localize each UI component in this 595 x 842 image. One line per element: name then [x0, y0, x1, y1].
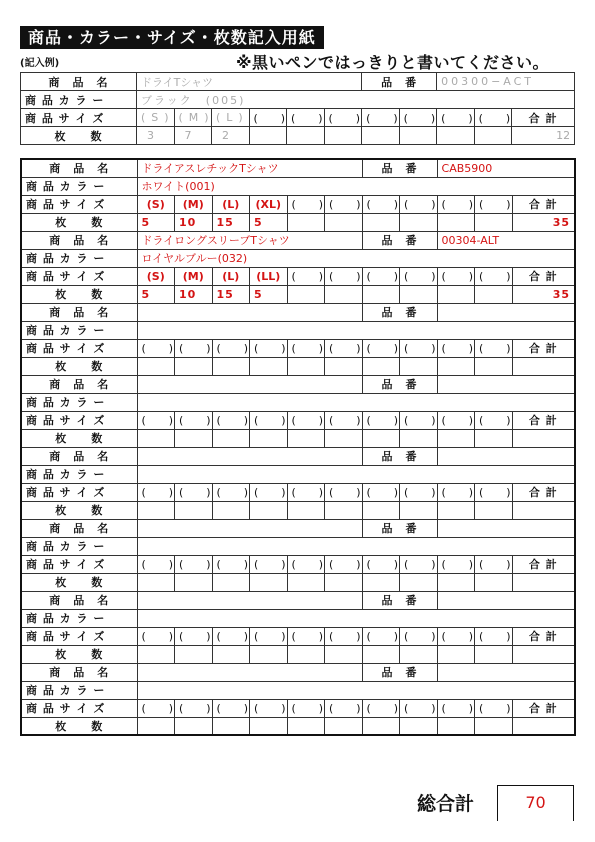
size-slot[interactable]: ( )	[362, 195, 400, 213]
size-slot[interactable]: ( )	[137, 483, 175, 501]
quantity-slot[interactable]	[287, 285, 325, 303]
quantity-slot[interactable]	[212, 573, 250, 591]
quantity-slot[interactable]	[325, 573, 363, 591]
product-size-label: 商 品 サ イ ズ	[21, 699, 137, 717]
size-slot[interactable]: ( )	[212, 627, 250, 645]
size-slot[interactable]: ( )	[475, 411, 513, 429]
quantity-slot[interactable]	[175, 357, 213, 375]
quantity-slot[interactable]: 5	[137, 285, 175, 303]
product-size-label: 商 品 サ イ ズ	[21, 109, 137, 127]
quantity-slot[interactable]	[362, 429, 400, 447]
product-color-field[interactable]	[137, 321, 575, 339]
size-slot[interactable]: (M)	[175, 267, 213, 285]
product-name-field[interactable]	[137, 519, 362, 537]
quantity-slot[interactable]	[362, 717, 400, 735]
total-field[interactable]	[512, 357, 575, 375]
size-slot[interactable]: ( )	[175, 339, 213, 357]
quantity-slot[interactable]	[250, 357, 288, 375]
product-color-label: 商 品 カ ラ ー	[21, 609, 137, 627]
product-color-label: 商 品 カ ラ ー	[21, 681, 137, 699]
size-slot[interactable]: ( )	[250, 699, 288, 717]
product-size-label: 商 品 サ イ ズ	[21, 195, 137, 213]
size-slot[interactable]: ( )	[175, 627, 213, 645]
product-name-field[interactable]	[137, 447, 362, 465]
product-size-label: 商 品 サ イ ズ	[21, 267, 137, 285]
product-number-label: 品 番	[362, 73, 437, 91]
size-slot[interactable]: ( )	[325, 699, 363, 717]
product-color-label: 商 品 カ ラ ー	[21, 393, 137, 411]
quantity-slot[interactable]	[250, 573, 288, 591]
size-slot[interactable]: ( )	[437, 555, 475, 573]
size-slot[interactable]: ( )	[250, 627, 288, 645]
size-slot[interactable]: ( )	[287, 339, 325, 357]
instruction-text: ※黒いペンではっきりと書いてください。	[236, 53, 550, 72]
product-name-field[interactable]	[137, 375, 362, 393]
total-label: 合 計	[512, 411, 575, 429]
size-slot[interactable]: ( )	[287, 483, 325, 501]
quantity-slot[interactable]	[475, 645, 513, 663]
total-label: 合 計	[512, 195, 575, 213]
quantity-slot[interactable]	[212, 429, 250, 447]
quantity-slot[interactable]	[362, 645, 400, 663]
quantity-slot[interactable]	[287, 429, 325, 447]
product-name-label: 商 品 名	[21, 375, 137, 393]
size-slot[interactable]: ( )	[325, 339, 363, 357]
size-slot[interactable]: ( )	[400, 267, 438, 285]
quantity-label: 枚 数	[21, 717, 137, 735]
product-number-label: 品 番	[362, 447, 437, 465]
size-slot[interactable]: ( )	[212, 339, 250, 357]
size-slot[interactable]: (S)	[137, 195, 175, 213]
total-label: 合 計	[512, 699, 575, 717]
size-slot[interactable]: ( )	[362, 109, 400, 127]
size-slot[interactable]: ( )	[437, 627, 475, 645]
quantity-slot[interactable]	[474, 127, 512, 145]
quantity-slot[interactable]	[212, 645, 250, 663]
quantity-slot[interactable]	[287, 645, 325, 663]
size-slot[interactable]: (M)	[174, 109, 212, 127]
product-number-field[interactable]	[437, 519, 575, 537]
quantity-slot[interactable]	[250, 645, 288, 663]
product-name-field[interactable]	[137, 663, 362, 681]
quantity-slot[interactable]: 3	[137, 127, 175, 145]
size-slot[interactable]: ( )	[475, 699, 513, 717]
quantity-slot[interactable]	[475, 501, 513, 519]
quantity-slot[interactable]	[475, 213, 513, 231]
quantity-slot[interactable]	[475, 429, 513, 447]
product-color-label: 商 品 カ ラ ー	[21, 321, 137, 339]
total-label: 合 計	[512, 339, 575, 357]
size-slot[interactable]: ( )	[475, 555, 513, 573]
size-slot[interactable]: ( )	[212, 699, 250, 717]
product-number-field[interactable]	[437, 663, 575, 681]
quantity-slot[interactable]	[325, 357, 363, 375]
size-slot[interactable]: ( )	[212, 555, 250, 573]
size-slot[interactable]: (M)	[175, 195, 213, 213]
product-color-label: 商 品 カ ラ ー	[21, 249, 137, 267]
size-slot[interactable]: ( )	[175, 411, 213, 429]
size-slot[interactable]: ( )	[212, 411, 250, 429]
quantity-slot[interactable]	[400, 573, 438, 591]
size-slot[interactable]: ( )	[287, 109, 325, 127]
size-slot[interactable]: ( )	[137, 411, 175, 429]
size-slot[interactable]: ( )	[362, 627, 400, 645]
product-color-field[interactable]: ブラック (005)	[137, 91, 575, 109]
product-number-field[interactable]	[437, 375, 575, 393]
total-field[interactable]	[512, 717, 575, 735]
quantity-slot[interactable]	[325, 213, 363, 231]
size-slot[interactable]: ( )	[325, 627, 363, 645]
quantity-slot[interactable]	[250, 429, 288, 447]
quantity-slot[interactable]	[475, 573, 513, 591]
quantity-slot[interactable]	[400, 501, 438, 519]
quantity-slot[interactable]	[475, 717, 513, 735]
quantity-slot[interactable]	[437, 573, 475, 591]
quantity-slot[interactable]	[400, 429, 438, 447]
size-slot[interactable]: (XL)	[250, 195, 288, 213]
size-slot[interactable]: ( )	[175, 483, 213, 501]
quantity-slot[interactable]	[175, 645, 213, 663]
quantity-slot[interactable]	[137, 573, 175, 591]
quantity-slot[interactable]	[250, 501, 288, 519]
product-color-field[interactable]	[137, 465, 575, 483]
size-slot[interactable]: ( )	[250, 339, 288, 357]
quantity-slot[interactable]	[325, 429, 363, 447]
size-slot[interactable]: ( )	[137, 555, 175, 573]
quantity-slot[interactable]	[287, 573, 325, 591]
total-label: 合 計	[512, 555, 575, 573]
size-slot[interactable]: ( )	[475, 267, 513, 285]
quantity-slot[interactable]	[362, 213, 400, 231]
total-field[interactable]: 35	[512, 285, 575, 303]
size-slot[interactable]: (S)	[137, 109, 175, 127]
size-slot[interactable]: ( )	[437, 109, 475, 127]
size-slot[interactable]: ( )	[325, 267, 363, 285]
quantity-slot[interactable]: 5	[250, 213, 288, 231]
quantity-slot[interactable]	[437, 127, 475, 145]
size-slot[interactable]: ( )	[325, 195, 363, 213]
product-name-label: 商 品 名	[21, 663, 137, 681]
product-number-field[interactable]	[437, 591, 575, 609]
size-slot[interactable]: ( )	[325, 555, 363, 573]
total-field[interactable]: 12	[512, 127, 575, 145]
product-name-label: 商 品 名	[21, 231, 137, 249]
size-slot[interactable]: ( )	[250, 555, 288, 573]
quantity-slot[interactable]	[437, 285, 475, 303]
size-slot[interactable]: ( )	[137, 627, 175, 645]
size-slot[interactable]: ( )	[362, 555, 400, 573]
quantity-slot[interactable]: 10	[175, 285, 213, 303]
product-number-field[interactable]	[437, 447, 575, 465]
quantity-slot[interactable]	[362, 501, 400, 519]
size-slot[interactable]: ( )	[362, 483, 400, 501]
quantity-label: 枚 数	[21, 573, 137, 591]
total-label: 合 計	[512, 627, 575, 645]
size-slot[interactable]: ( )	[287, 195, 325, 213]
size-slot[interactable]: ( )	[325, 411, 363, 429]
quantity-slot[interactable]	[325, 501, 363, 519]
product-number-label: 品 番	[362, 231, 437, 249]
form-title: 商品・カラー・サイズ・枚数記入用紙	[20, 26, 324, 49]
product-name-field[interactable]: ドライロングスリーブTシャツ	[137, 231, 362, 249]
size-slot[interactable]: ( )	[437, 195, 475, 213]
quantity-label: 枚 数	[21, 285, 137, 303]
quantity-slot[interactable]	[175, 717, 213, 735]
product-color-field[interactable]	[137, 537, 575, 555]
product-name-field[interactable]	[137, 591, 362, 609]
size-slot[interactable]: ( )	[287, 699, 325, 717]
size-slot[interactable]: ( )	[175, 555, 213, 573]
quantity-slot[interactable]	[475, 285, 513, 303]
size-slot[interactable]: ( )	[475, 339, 513, 357]
quantity-slot[interactable]	[287, 357, 325, 375]
order-table	[20, 158, 576, 736]
product-number-label: 品 番	[362, 519, 437, 537]
quantity-slot[interactable]	[362, 573, 400, 591]
quantity-label: 枚 数	[21, 127, 137, 145]
size-slot[interactable]: ( )	[250, 411, 288, 429]
product-size-label: 商 品 サ イ ズ	[21, 411, 137, 429]
size-slot[interactable]: ( )	[475, 483, 513, 501]
quantity-label: 枚 数	[21, 429, 137, 447]
quantity-slot[interactable]	[400, 285, 438, 303]
quantity-slot[interactable]	[437, 717, 475, 735]
size-slot[interactable]: ( )	[400, 195, 438, 213]
product-size-label: 商 品 サ イ ズ	[21, 555, 137, 573]
product-name-label: 商 品 名	[21, 159, 137, 177]
size-slot[interactable]: ( )	[362, 411, 400, 429]
example-table	[20, 72, 575, 145]
total-field[interactable]: 35	[512, 213, 575, 231]
size-slot[interactable]: (S)	[137, 267, 175, 285]
product-name-field[interactable]: ドライアスレチックTシャツ	[137, 159, 362, 177]
quantity-slot[interactable]	[175, 429, 213, 447]
quantity-label: 枚 数	[21, 357, 137, 375]
size-slot[interactable]: ( )	[475, 195, 513, 213]
total-label: 合 計	[512, 267, 575, 285]
size-slot[interactable]: ( )	[287, 555, 325, 573]
quantity-slot[interactable]	[212, 717, 250, 735]
product-name-label: 商 品 名	[21, 73, 137, 91]
quantity-slot[interactable]: 5	[137, 213, 175, 231]
product-name-label: 商 品 名	[21, 519, 137, 537]
quantity-slot[interactable]: 2	[212, 127, 250, 145]
total-field[interactable]	[512, 429, 575, 447]
size-slot[interactable]: ( )	[325, 483, 363, 501]
size-slot[interactable]: ( )	[474, 109, 512, 127]
quantity-slot[interactable]	[175, 573, 213, 591]
size-slot[interactable]: (L)	[212, 195, 250, 213]
quantity-slot[interactable]	[287, 127, 325, 145]
size-slot[interactable]: ( )	[437, 411, 475, 429]
quantity-slot[interactable]	[325, 285, 363, 303]
size-slot[interactable]: ( )	[400, 555, 438, 573]
size-slot[interactable]: ( )	[287, 627, 325, 645]
quantity-slot[interactable]	[437, 645, 475, 663]
product-number-label: 品 番	[362, 159, 437, 177]
quantity-slot[interactable]	[137, 357, 175, 375]
size-slot[interactable]: ( )	[437, 483, 475, 501]
quantity-slot[interactable]	[287, 213, 325, 231]
total-field[interactable]	[512, 501, 575, 519]
quantity-slot[interactable]: 5	[250, 285, 288, 303]
size-slot[interactable]: ( )	[287, 411, 325, 429]
size-slot[interactable]: ( )	[400, 411, 438, 429]
product-number-field[interactable]: 00304-ALT	[437, 231, 575, 249]
quantity-slot[interactable]	[437, 357, 475, 375]
product-number-label: 品 番	[362, 591, 437, 609]
size-slot[interactable]: ( )	[400, 339, 438, 357]
quantity-slot[interactable]	[212, 501, 250, 519]
quantity-slot[interactable]	[250, 717, 288, 735]
product-name-field[interactable]	[137, 303, 362, 321]
size-slot[interactable]: ( )	[250, 483, 288, 501]
quantity-slot[interactable]	[287, 501, 325, 519]
size-slot[interactable]: (L)	[212, 109, 250, 127]
quantity-slot[interactable]	[362, 357, 400, 375]
example-label: (記入例)	[20, 58, 60, 69]
quantity-slot[interactable]	[137, 429, 175, 447]
size-slot[interactable]: ( )	[437, 699, 475, 717]
product-number-label: 品 番	[362, 375, 437, 393]
size-slot[interactable]: ( )	[362, 267, 400, 285]
size-slot[interactable]: ( )	[362, 339, 400, 357]
quantity-slot[interactable]	[437, 213, 475, 231]
product-color-field[interactable]	[137, 609, 575, 627]
product-color-label: 商 品 カ ラ ー	[21, 91, 137, 109]
total-field[interactable]	[512, 573, 575, 591]
size-slot[interactable]: ( )	[475, 627, 513, 645]
product-color-field[interactable]	[137, 681, 575, 699]
size-slot[interactable]: ( )	[137, 339, 175, 357]
quantity-slot[interactable]	[325, 717, 363, 735]
total-label: 合 計	[512, 109, 575, 127]
product-name-field[interactable]: ドライTシャツ	[137, 73, 362, 91]
product-number-field[interactable]: 00300−ACT	[437, 73, 575, 91]
quantity-slot[interactable]: 15	[212, 213, 250, 231]
quantity-slot[interactable]	[362, 285, 400, 303]
quantity-slot[interactable]	[437, 429, 475, 447]
size-slot[interactable]: (L)	[212, 267, 250, 285]
product-color-field[interactable]: ロイヤルブルー(032)	[137, 249, 575, 267]
quantity-slot[interactable]	[249, 127, 287, 145]
quantity-slot[interactable]	[400, 357, 438, 375]
product-color-label: 商 品 カ ラ ー	[21, 465, 137, 483]
size-slot[interactable]: ( )	[212, 483, 250, 501]
quantity-slot[interactable]	[324, 127, 362, 145]
grand-total-label: 総合計	[417, 793, 475, 815]
quantity-slot[interactable]: 7	[174, 127, 212, 145]
quantity-slot[interactable]	[400, 717, 438, 735]
product-size-label: 商 品 サ イ ズ	[21, 627, 137, 645]
quantity-slot[interactable]	[212, 357, 250, 375]
product-color-field[interactable]	[137, 393, 575, 411]
quantity-slot[interactable]	[437, 501, 475, 519]
size-slot[interactable]: ( )	[400, 483, 438, 501]
size-slot[interactable]: ( )	[324, 109, 362, 127]
size-slot[interactable]: ( )	[362, 699, 400, 717]
quantity-slot[interactable]	[137, 717, 175, 735]
size-slot[interactable]: ( )	[399, 109, 437, 127]
size-slot[interactable]: ( )	[437, 339, 475, 357]
size-slot[interactable]: (LL)	[250, 267, 288, 285]
product-name-label: 商 品 名	[21, 591, 137, 609]
quantity-slot[interactable]	[400, 213, 438, 231]
product-name-label: 商 品 名	[21, 303, 137, 321]
product-number-label: 品 番	[362, 303, 437, 321]
quantity-slot[interactable]	[400, 645, 438, 663]
size-slot[interactable]: ( )	[287, 267, 325, 285]
product-color-label: 商 品 カ ラ ー	[21, 177, 137, 195]
quantity-slot[interactable]	[325, 645, 363, 663]
quantity-label: 枚 数	[21, 213, 137, 231]
quantity-label: 枚 数	[21, 501, 137, 519]
product-color-field[interactable]: ホワイト(001)	[137, 177, 575, 195]
quantity-slot[interactable]	[475, 357, 513, 375]
size-slot[interactable]: ( )	[175, 699, 213, 717]
quantity-slot[interactable]	[175, 501, 213, 519]
product-size-label: 商 品 サ イ ズ	[21, 339, 137, 357]
quantity-slot[interactable]: 15	[212, 285, 250, 303]
size-slot[interactable]: ( )	[400, 699, 438, 717]
quantity-slot[interactable]	[287, 717, 325, 735]
size-slot[interactable]: ( )	[137, 699, 175, 717]
product-number-label: 品 番	[362, 663, 437, 681]
size-slot[interactable]: ( )	[437, 267, 475, 285]
product-size-label: 商 品 サ イ ズ	[21, 483, 137, 501]
quantity-label: 枚 数	[21, 645, 137, 663]
total-field[interactable]	[512, 645, 575, 663]
product-number-field[interactable]: CAB5900	[437, 159, 575, 177]
quantity-slot[interactable]	[362, 127, 400, 145]
product-name-label: 商 品 名	[21, 447, 137, 465]
quantity-slot[interactable]	[137, 645, 175, 663]
quantity-slot[interactable]	[399, 127, 437, 145]
size-slot[interactable]: ( )	[249, 109, 287, 127]
size-slot[interactable]: ( )	[400, 627, 438, 645]
quantity-slot[interactable]: 10	[175, 213, 213, 231]
grand-total-value[interactable]: 70	[497, 785, 574, 821]
quantity-slot[interactable]	[137, 501, 175, 519]
total-label: 合 計	[512, 483, 575, 501]
product-number-field[interactable]	[437, 303, 575, 321]
product-color-label: 商 品 カ ラ ー	[21, 537, 137, 555]
